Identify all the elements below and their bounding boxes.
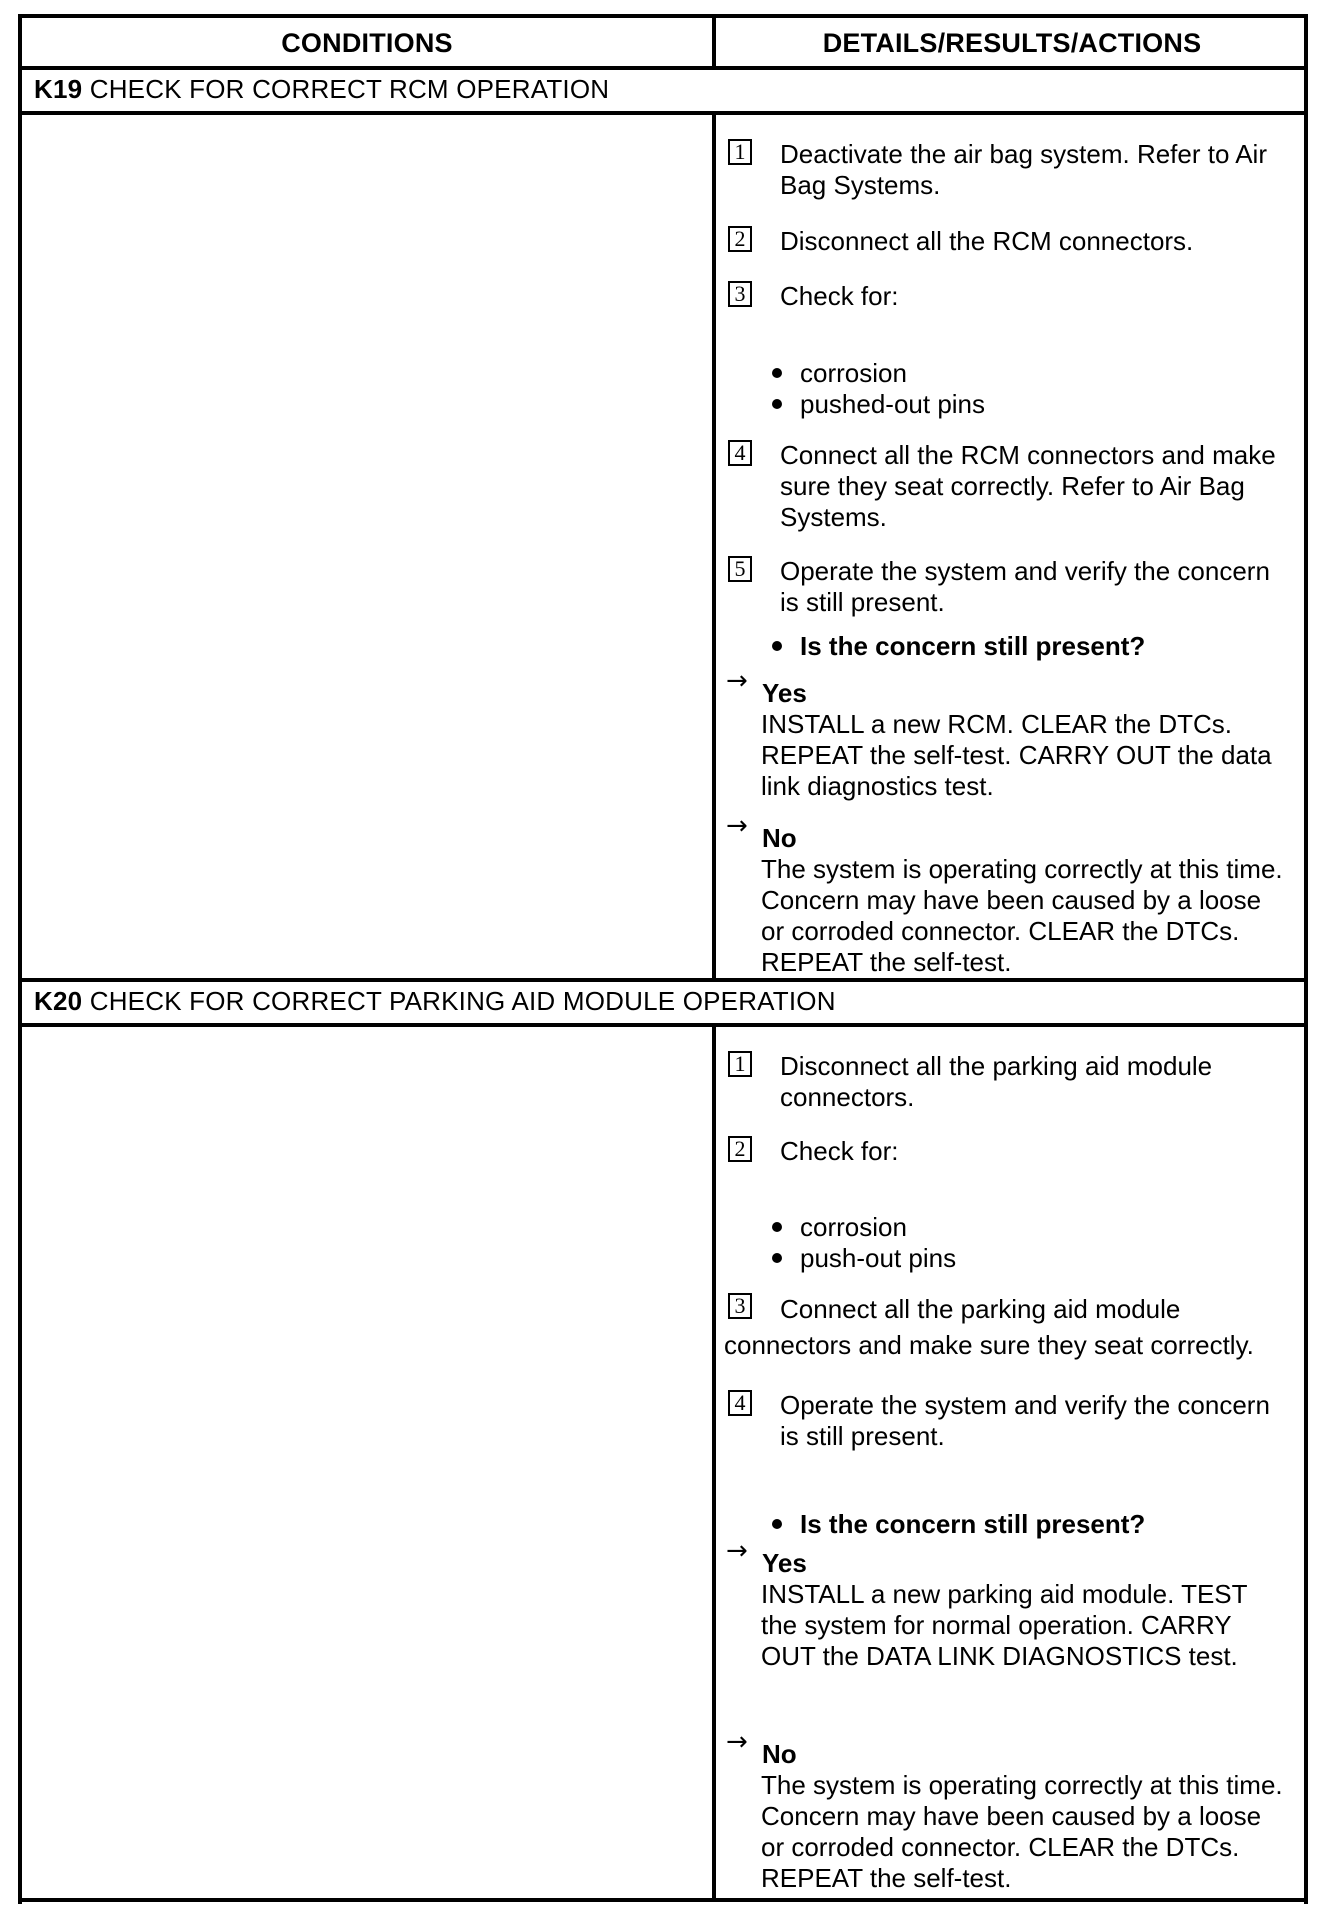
divider [22, 66, 1304, 70]
step-item [716, 1136, 1284, 1167]
step-text: Connect all the parking aid module connectors and make sure they seat correctly. [724, 1294, 1254, 1360]
yes-label: Yes [762, 678, 807, 708]
step-item [716, 1390, 1284, 1452]
no-text: The system is operating correctly at this time. Concern may have been caused by a loose or corroded connector. CLEAR the DTCs. REPEAT the self-test. [761, 854, 1283, 977]
yes-text: INSTALL a new RCM. CLEAR the DTCs. REPEAT the self-test. CARRY OUT the data link diagnostics test. [761, 709, 1272, 801]
check-item-text: corrosion [800, 358, 907, 388]
question-item [772, 631, 1145, 662]
step-item [716, 139, 1284, 201]
no-text: The system is operating correctly at this time. Concern may have been caused by a loose or corroded connector. CLEAR the DTCs. REPEAT the self-test. [761, 1770, 1283, 1893]
section-title-k19 [34, 74, 609, 105]
divider [22, 978, 1304, 982]
divider [22, 1023, 1304, 1027]
check-item-text: push-out pins [800, 1243, 957, 1273]
conditions-header: CONDITIONS [281, 27, 453, 58]
question-item [772, 1509, 1145, 1540]
step-number-box: 1 [728, 139, 752, 165]
step-text: Operate the system and verify the concern is still present. [780, 1390, 1270, 1451]
no-answer [726, 1727, 1283, 1894]
section-title-k20 [34, 986, 836, 1017]
no-label: No [762, 823, 797, 853]
step-item [716, 281, 1284, 312]
step-text: Connect all the RCM connectors and make sure they seat correctly. Refer to Air Bag Systems. [780, 440, 1276, 532]
step-number-box: 3 [728, 281, 752, 307]
step-item [716, 1293, 1284, 1363]
step-text: Disconnect all the RCM connectors. [780, 226, 1194, 256]
no-label: No [762, 1739, 797, 1769]
bullet-icon [772, 1222, 782, 1232]
yes-answer [726, 666, 1282, 802]
bullet-icon [772, 399, 782, 409]
step-number-box: 2 [728, 226, 752, 252]
step-number-box: 5 [728, 556, 752, 582]
step-number-box: 4 [728, 1390, 752, 1416]
step-number-box: 2 [728, 1136, 752, 1162]
divider [22, 1898, 1304, 1902]
check-item-text: pushed-out pins [800, 389, 986, 419]
arrow-right-icon: → [726, 811, 748, 841]
step-text: Deactivate the air bag system. Refer to Air Bag Systems. [780, 139, 1267, 200]
section-title-text: CHECK FOR CORRECT PARKING AID MODULE OPERATION [89, 986, 836, 1016]
step-item [716, 556, 1284, 618]
step-item [716, 226, 1284, 257]
step-text: Check for: [780, 281, 899, 311]
question-text: Is the concern still present? [800, 1509, 1146, 1539]
diagnostic-table [18, 14, 1308, 1904]
step-item [716, 440, 1284, 533]
step-text: Check for: [780, 1136, 899, 1166]
details-header: DETAILS/RESULTS/ACTIONS [822, 27, 1202, 58]
yes-label: Yes [762, 1548, 807, 1578]
section-id: K19 [34, 74, 83, 104]
step-number-box: 4 [728, 440, 752, 466]
divider [22, 111, 1304, 115]
step-text: Operate the system and verify the concern is still present. [780, 556, 1270, 617]
arrow-right-icon: → [726, 1536, 748, 1566]
bullet-icon [772, 1253, 782, 1263]
question-text: Is the concern still present? [800, 631, 1146, 661]
no-answer [726, 811, 1283, 978]
check-item [772, 1212, 907, 1243]
section-title-text: CHECK FOR CORRECT RCM OPERATION [89, 74, 610, 104]
check-item [772, 389, 985, 420]
arrow-right-icon: → [726, 666, 748, 696]
arrow-right-icon: → [726, 1727, 748, 1757]
yes-answer [726, 1536, 1282, 1672]
bullet-icon [772, 641, 782, 651]
check-item [772, 1243, 956, 1274]
bullet-icon [772, 1519, 782, 1529]
check-item [772, 358, 907, 389]
yes-text: INSTALL a new parking aid module. TEST the system for normal operation. CARRY OUT the DATA LINK DIAGNOSTICS test. [761, 1579, 1248, 1671]
divider [712, 18, 716, 70]
check-item-text: corrosion [800, 1212, 907, 1242]
step-item [716, 1051, 1284, 1113]
step-text: Disconnect all the parking aid module connectors. [780, 1051, 1213, 1112]
step-number-box: 3 [728, 1293, 752, 1319]
step-number-box: 1 [728, 1051, 752, 1077]
bullet-icon [772, 368, 782, 378]
section-id: K20 [34, 986, 83, 1016]
